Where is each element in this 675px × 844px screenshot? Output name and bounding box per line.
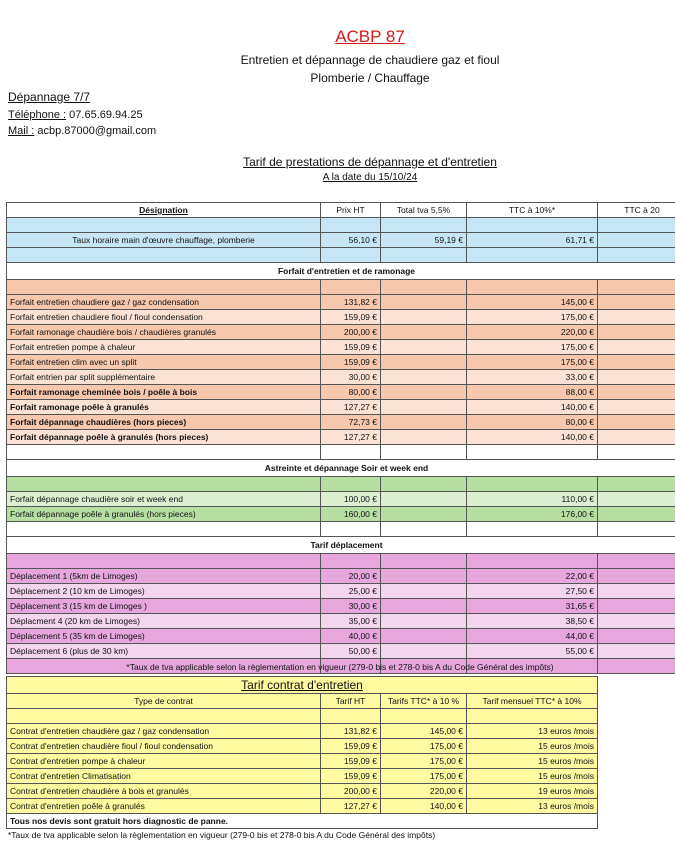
- designation-cell: Déplacement 2 (10 km de Limoges): [7, 584, 321, 599]
- contract-monthly-cell: 13 euros /mois: [467, 724, 598, 739]
- tva-cell: [381, 370, 467, 385]
- designation-cell: Forfait ramonage poêle à granulés: [7, 400, 321, 415]
- hourly-tva: 59,19 €: [381, 233, 467, 248]
- col-tva: Total tva 5,5%: [381, 203, 467, 218]
- contract-type-cell: Contrat d'entretien chaudière fioul / fioul condensation: [7, 739, 321, 754]
- phone-line: [8, 109, 143, 121]
- ttc-cell: 175,00 €: [467, 355, 598, 370]
- hourly-ttc20: [598, 233, 675, 248]
- section-title: Astreinte et dépannage Soir et week end: [7, 460, 675, 477]
- designation-cell: Forfait ramonage chaudière bois / chaudières granulés: [7, 325, 321, 340]
- spacer-cell: [467, 445, 598, 460]
- table-row: [7, 400, 675, 415]
- ttc-cell: 220,00 €: [467, 325, 598, 340]
- ttc20-cell: [598, 355, 675, 370]
- ttc20-cell: [598, 644, 675, 659]
- prix-ht-cell: 25,00 €: [321, 584, 381, 599]
- tva-cell: [381, 584, 467, 599]
- prix-ht-cell: 159,09 €: [321, 310, 381, 325]
- spacer-cell: [598, 554, 675, 569]
- prix-ht-cell: 159,09 €: [321, 340, 381, 355]
- ttc20-cell: [598, 584, 675, 599]
- ttc-cell: 80,00 €: [467, 415, 598, 430]
- phone-value[interactable]: 07.65.69.94.25: [69, 109, 143, 121]
- contract-monthly-cell: 19 euros /mois: [467, 784, 598, 799]
- contract-monthly-cell: 15 euros /mois: [467, 739, 598, 754]
- prix-ht-cell: 30,00 €: [321, 599, 381, 614]
- prix-ht-cell: 127,27 €: [321, 400, 381, 415]
- designation-cell: Forfait entretien clim avec un split: [7, 355, 321, 370]
- table-row: [7, 370, 675, 385]
- spacer-cell: [381, 248, 467, 263]
- section-title: Forfait d'entretien et de ramonage: [7, 263, 675, 280]
- table-row: [7, 614, 675, 629]
- ttc-cell: 88,00 €: [467, 385, 598, 400]
- spacer-cell: [321, 554, 381, 569]
- prix-ht-cell: 131,82 €: [321, 295, 381, 310]
- spacer-cell: [467, 280, 598, 295]
- contract-type-cell: Contrat d'entretien pompe à chaleur: [7, 754, 321, 769]
- spacer-row: [7, 554, 675, 569]
- ttc20-cell: [598, 569, 675, 584]
- contract-header-row: [7, 694, 598, 709]
- spacer-cell: [381, 477, 467, 492]
- mail-label: Mail :: [8, 125, 35, 137]
- prix-ht-cell: 30,00 €: [321, 370, 381, 385]
- spacer-cell: [321, 477, 381, 492]
- prix-ht-cell: 159,09 €: [321, 355, 381, 370]
- ttc-cell: 55,00 €: [467, 644, 598, 659]
- col-designation: Désignation: [7, 203, 321, 218]
- col-ttc10: TTC à 10%*: [467, 203, 598, 218]
- table-row: [7, 599, 675, 614]
- tva-note-1: *Taux de tva applicable selon la règlementation en vigueur (279-0 bis et 278-0 bis A du Code Général des impôts): [126, 662, 554, 672]
- table-row: [7, 507, 675, 522]
- depannage-label: Dépannage 7/7: [8, 90, 91, 104]
- spacer-cell: [598, 477, 675, 492]
- contract-ttc-cell: 175,00 €: [381, 754, 467, 769]
- tarif-date: A la date du 15/10/24: [322, 172, 418, 183]
- ttc20-cell: [598, 310, 675, 325]
- designation-cell: Déplacment 4 (20 km de Limoges): [7, 614, 321, 629]
- contract-type-cell: Contrat d'entretien poêle à granulés: [7, 799, 321, 814]
- contract-title: Tarif contrat d'entretien: [7, 677, 598, 694]
- spacer-cell: [7, 554, 321, 569]
- spacer-cell: [467, 248, 598, 263]
- prix-ht-cell: 200,00 €: [321, 325, 381, 340]
- ttc20-cell: [598, 325, 675, 340]
- contract-type-cell: Contrat d'entretien Climatisation: [7, 769, 321, 784]
- col-tarif-ttc: Tarifs TTC* à 10 %: [381, 694, 467, 709]
- spacer-cell: [381, 554, 467, 569]
- col-prix-ht: Prix HT: [321, 203, 381, 218]
- mail-value[interactable]: acbp.87000@gmail.com: [37, 125, 157, 137]
- table-row: [7, 340, 675, 355]
- contract-ttc-cell: 145,00 €: [381, 724, 467, 739]
- table-row: [7, 385, 675, 400]
- prix-ht-cell: 20,00 €: [321, 569, 381, 584]
- designation-cell: Forfait entretien chaudiere fioul / fioul condensation: [7, 310, 321, 325]
- tva-cell: [381, 385, 467, 400]
- table-row: [7, 492, 675, 507]
- table-row: [7, 355, 675, 370]
- spacer-cell: [7, 445, 321, 460]
- ttc20-cell: [598, 599, 675, 614]
- contract-title-row: [7, 677, 598, 694]
- spacer-row: [7, 280, 675, 295]
- contract-ht-cell: 159,09 €: [321, 754, 381, 769]
- designation-cell: Forfait dépannage poêle à granulés (hors pieces): [7, 507, 321, 522]
- spacer-cell: [321, 709, 381, 724]
- spacer-cell: [7, 280, 321, 295]
- table-row: [7, 310, 675, 325]
- tva-cell: [381, 310, 467, 325]
- tva-note-2: *Taux de tva applicable selon la règlementation en vigueur (279-0 bis et 278-0 bis A du Code Général des impôts): [8, 830, 436, 840]
- contract-monthly-cell: 15 euros /mois: [467, 769, 598, 784]
- spacer-cell: [7, 709, 321, 724]
- designation-cell: Forfait entretien pompe à chaleur: [7, 340, 321, 355]
- spacer-cell: [321, 522, 381, 537]
- ttc-cell: 140,00 €: [467, 400, 598, 415]
- spacer-cell: [467, 477, 598, 492]
- contract-footer-row: [7, 814, 598, 829]
- spacer-cell: [598, 248, 675, 263]
- spacer-cell: [7, 248, 321, 263]
- table-row: [7, 629, 675, 644]
- contract-type-cell: Contrat d'entretien chaudière à bois et granulés: [7, 784, 321, 799]
- tva-cell: [381, 295, 467, 310]
- tva-cell: [381, 355, 467, 370]
- col-tarif-mensuel: Tarif mensuel TTC* à 10%: [467, 694, 598, 709]
- tva-cell: [381, 614, 467, 629]
- ttc20-cell: [598, 295, 675, 310]
- tva-cell: [381, 644, 467, 659]
- designation-cell: Forfait entrien par split supplémentaire: [7, 370, 321, 385]
- contract-row: [7, 724, 598, 739]
- ttc-cell: 33,00 €: [467, 370, 598, 385]
- contract-type-cell: Contrat d'entretien chaudière gaz / gaz condensation: [7, 724, 321, 739]
- spacer-cell: [598, 218, 675, 233]
- section-header-row: [7, 263, 675, 280]
- ttc-cell: 22,00 €: [467, 569, 598, 584]
- ttc20-cell: [598, 385, 675, 400]
- col-type-contrat: Type de contrat: [7, 694, 321, 709]
- contract-ttc-cell: 175,00 €: [381, 769, 467, 784]
- ttc-cell: 176,00 €: [467, 507, 598, 522]
- ttc-cell: 38,50 €: [467, 614, 598, 629]
- table-row: [7, 415, 675, 430]
- prix-ht-cell: 35,00 €: [321, 614, 381, 629]
- section-header-row: [7, 460, 675, 477]
- designation-cell: Forfait entretien chaudiere gaz / gaz condensation: [7, 295, 321, 310]
- spacer-cell: [598, 280, 675, 295]
- ttc20-cell: [598, 430, 675, 445]
- prix-ht-cell: 80,00 €: [321, 385, 381, 400]
- spacer-cell: [598, 445, 675, 460]
- contract-ht-cell: 127,27 €: [321, 799, 381, 814]
- table-row: [7, 644, 675, 659]
- tva-cell: [381, 599, 467, 614]
- designation-cell: Déplacement 1 (5km de Limoges): [7, 569, 321, 584]
- table-row: [7, 584, 675, 599]
- contract-ttc-cell: 175,00 €: [381, 739, 467, 754]
- contract-row: [7, 739, 598, 754]
- tva-cell: [381, 492, 467, 507]
- designation-cell: Forfait dépannage poêle à granulés (hors pieces): [7, 430, 321, 445]
- contract-row: [7, 799, 598, 814]
- tva-cell: [381, 325, 467, 340]
- contract-footer: Tous nos devis sont gratuit hors diagnostic de panne.: [7, 814, 598, 829]
- ttc-cell: 140,00 €: [467, 430, 598, 445]
- ttc-cell: 145,00 €: [467, 295, 598, 310]
- ttc20-cell: [598, 340, 675, 355]
- col-ttc20: TTC à 20: [598, 203, 675, 218]
- ttc-cell: 27,50 €: [467, 584, 598, 599]
- prix-ht-cell: 40,00 €: [321, 629, 381, 644]
- ttc-cell: 44,00 €: [467, 629, 598, 644]
- table-row: [7, 325, 675, 340]
- spacer-cell: [467, 218, 598, 233]
- hourly-row: [7, 233, 675, 248]
- col-tarif-ht: Tarif HT: [321, 694, 381, 709]
- ttc-cell: 31,65 €: [467, 599, 598, 614]
- designation-cell: Déplacement 3 (15 km de Limoges ): [7, 599, 321, 614]
- ttc-cell: 110,00 €: [467, 492, 598, 507]
- table-row: [7, 569, 675, 584]
- spacer-cell: [467, 522, 598, 537]
- ttc-cell: 175,00 €: [467, 310, 598, 325]
- header-row: [7, 203, 675, 218]
- prestations-table: [6, 202, 675, 674]
- spacer-row: [7, 709, 598, 724]
- spacer-cell: [7, 477, 321, 492]
- spacer-row: [7, 248, 675, 263]
- designation-cell: Déplacement 6 (plus de 30 km): [7, 644, 321, 659]
- spacer-cell: [467, 554, 598, 569]
- ttc20-cell: [598, 400, 675, 415]
- spacer-cell: [321, 280, 381, 295]
- spacer-cell: [7, 218, 321, 233]
- spacer-cell: [321, 445, 381, 460]
- designation-cell: Forfait ramonage cheminée bois / poêle à bois: [7, 385, 321, 400]
- prix-ht-cell: 127,27 €: [321, 430, 381, 445]
- subtitle-2: Plomberie / Chauffage: [310, 71, 430, 85]
- ttc20-cell: [598, 370, 675, 385]
- designation-cell: Forfait dépannage chaudières (hors pieces): [7, 415, 321, 430]
- spacer-cell: [467, 709, 598, 724]
- spacer-row: [7, 218, 675, 233]
- spacer-cell: [381, 218, 467, 233]
- contract-ttc-cell: 220,00 €: [381, 784, 467, 799]
- spacer-row: [7, 445, 675, 460]
- spacer-cell: [321, 248, 381, 263]
- ttc20-cell: [598, 614, 675, 629]
- tva-cell: [381, 415, 467, 430]
- phone-label: Téléphone :: [8, 109, 67, 121]
- table-row: [7, 295, 675, 310]
- subtitle-1: Entretien et dépannage de chaudiere gaz et fioul: [240, 53, 500, 67]
- tva-cell: [381, 400, 467, 415]
- contract-monthly-cell: 13 euros /mois: [467, 799, 598, 814]
- company-name: ACBP 87: [335, 27, 405, 46]
- contract-monthly-cell: 15 euros /mois: [467, 754, 598, 769]
- spacer-cell: [381, 522, 467, 537]
- tva-cell: [381, 629, 467, 644]
- designation-cell: Déplacement 5 (35 km de Limoges): [7, 629, 321, 644]
- contract-ht-cell: 159,09 €: [321, 739, 381, 754]
- ttc20-cell: [598, 492, 675, 507]
- mail-line: [8, 125, 156, 137]
- spacer-cell: [321, 218, 381, 233]
- contract-ht-cell: 200,00 €: [321, 784, 381, 799]
- tarif-title: Tarif de prestations de dépannage et d'entretien: [243, 155, 497, 169]
- prix-ht-cell: 100,00 €: [321, 492, 381, 507]
- prix-ht-cell: 72,73 €: [321, 415, 381, 430]
- hourly-ttc: 61,71 €: [467, 233, 598, 248]
- contract-row: [7, 754, 598, 769]
- hourly-ht: 56,10 €: [321, 233, 381, 248]
- spacer-cell: [7, 522, 321, 537]
- prix-ht-cell: 160,00 €: [321, 507, 381, 522]
- contract-row: [7, 769, 598, 784]
- contract-ht-cell: 159,09 €: [321, 769, 381, 784]
- tva-cell: [381, 340, 467, 355]
- ttc20-cell: [598, 415, 675, 430]
- designation-cell: Forfait dépannage chaudière soir et week end: [7, 492, 321, 507]
- spacer-cell: [381, 280, 467, 295]
- ttc20-cell: [598, 629, 675, 644]
- prix-ht-cell: 50,00 €: [321, 644, 381, 659]
- tva-cell: [381, 430, 467, 445]
- spacer-cell: [598, 522, 675, 537]
- contract-ht-cell: 131,82 €: [321, 724, 381, 739]
- spacer-row: [7, 522, 675, 537]
- tva-cell: [381, 569, 467, 584]
- hourly-label: Taux horaire main d'œuvre chauffage, plomberie: [7, 233, 321, 248]
- spacer-row: [7, 477, 675, 492]
- section-header-row: [7, 537, 675, 554]
- contract-table: [6, 676, 598, 829]
- contract-row: [7, 784, 598, 799]
- contract-ttc-cell: 140,00 €: [381, 799, 467, 814]
- spacer-cell: [381, 709, 467, 724]
- section-title: Tarif déplacement: [7, 537, 675, 554]
- table-row: [7, 430, 675, 445]
- ttc-cell: 175,00 €: [467, 340, 598, 355]
- ttc20-cell: [598, 507, 675, 522]
- spacer-cell: [381, 445, 467, 460]
- tva-cell: [381, 507, 467, 522]
